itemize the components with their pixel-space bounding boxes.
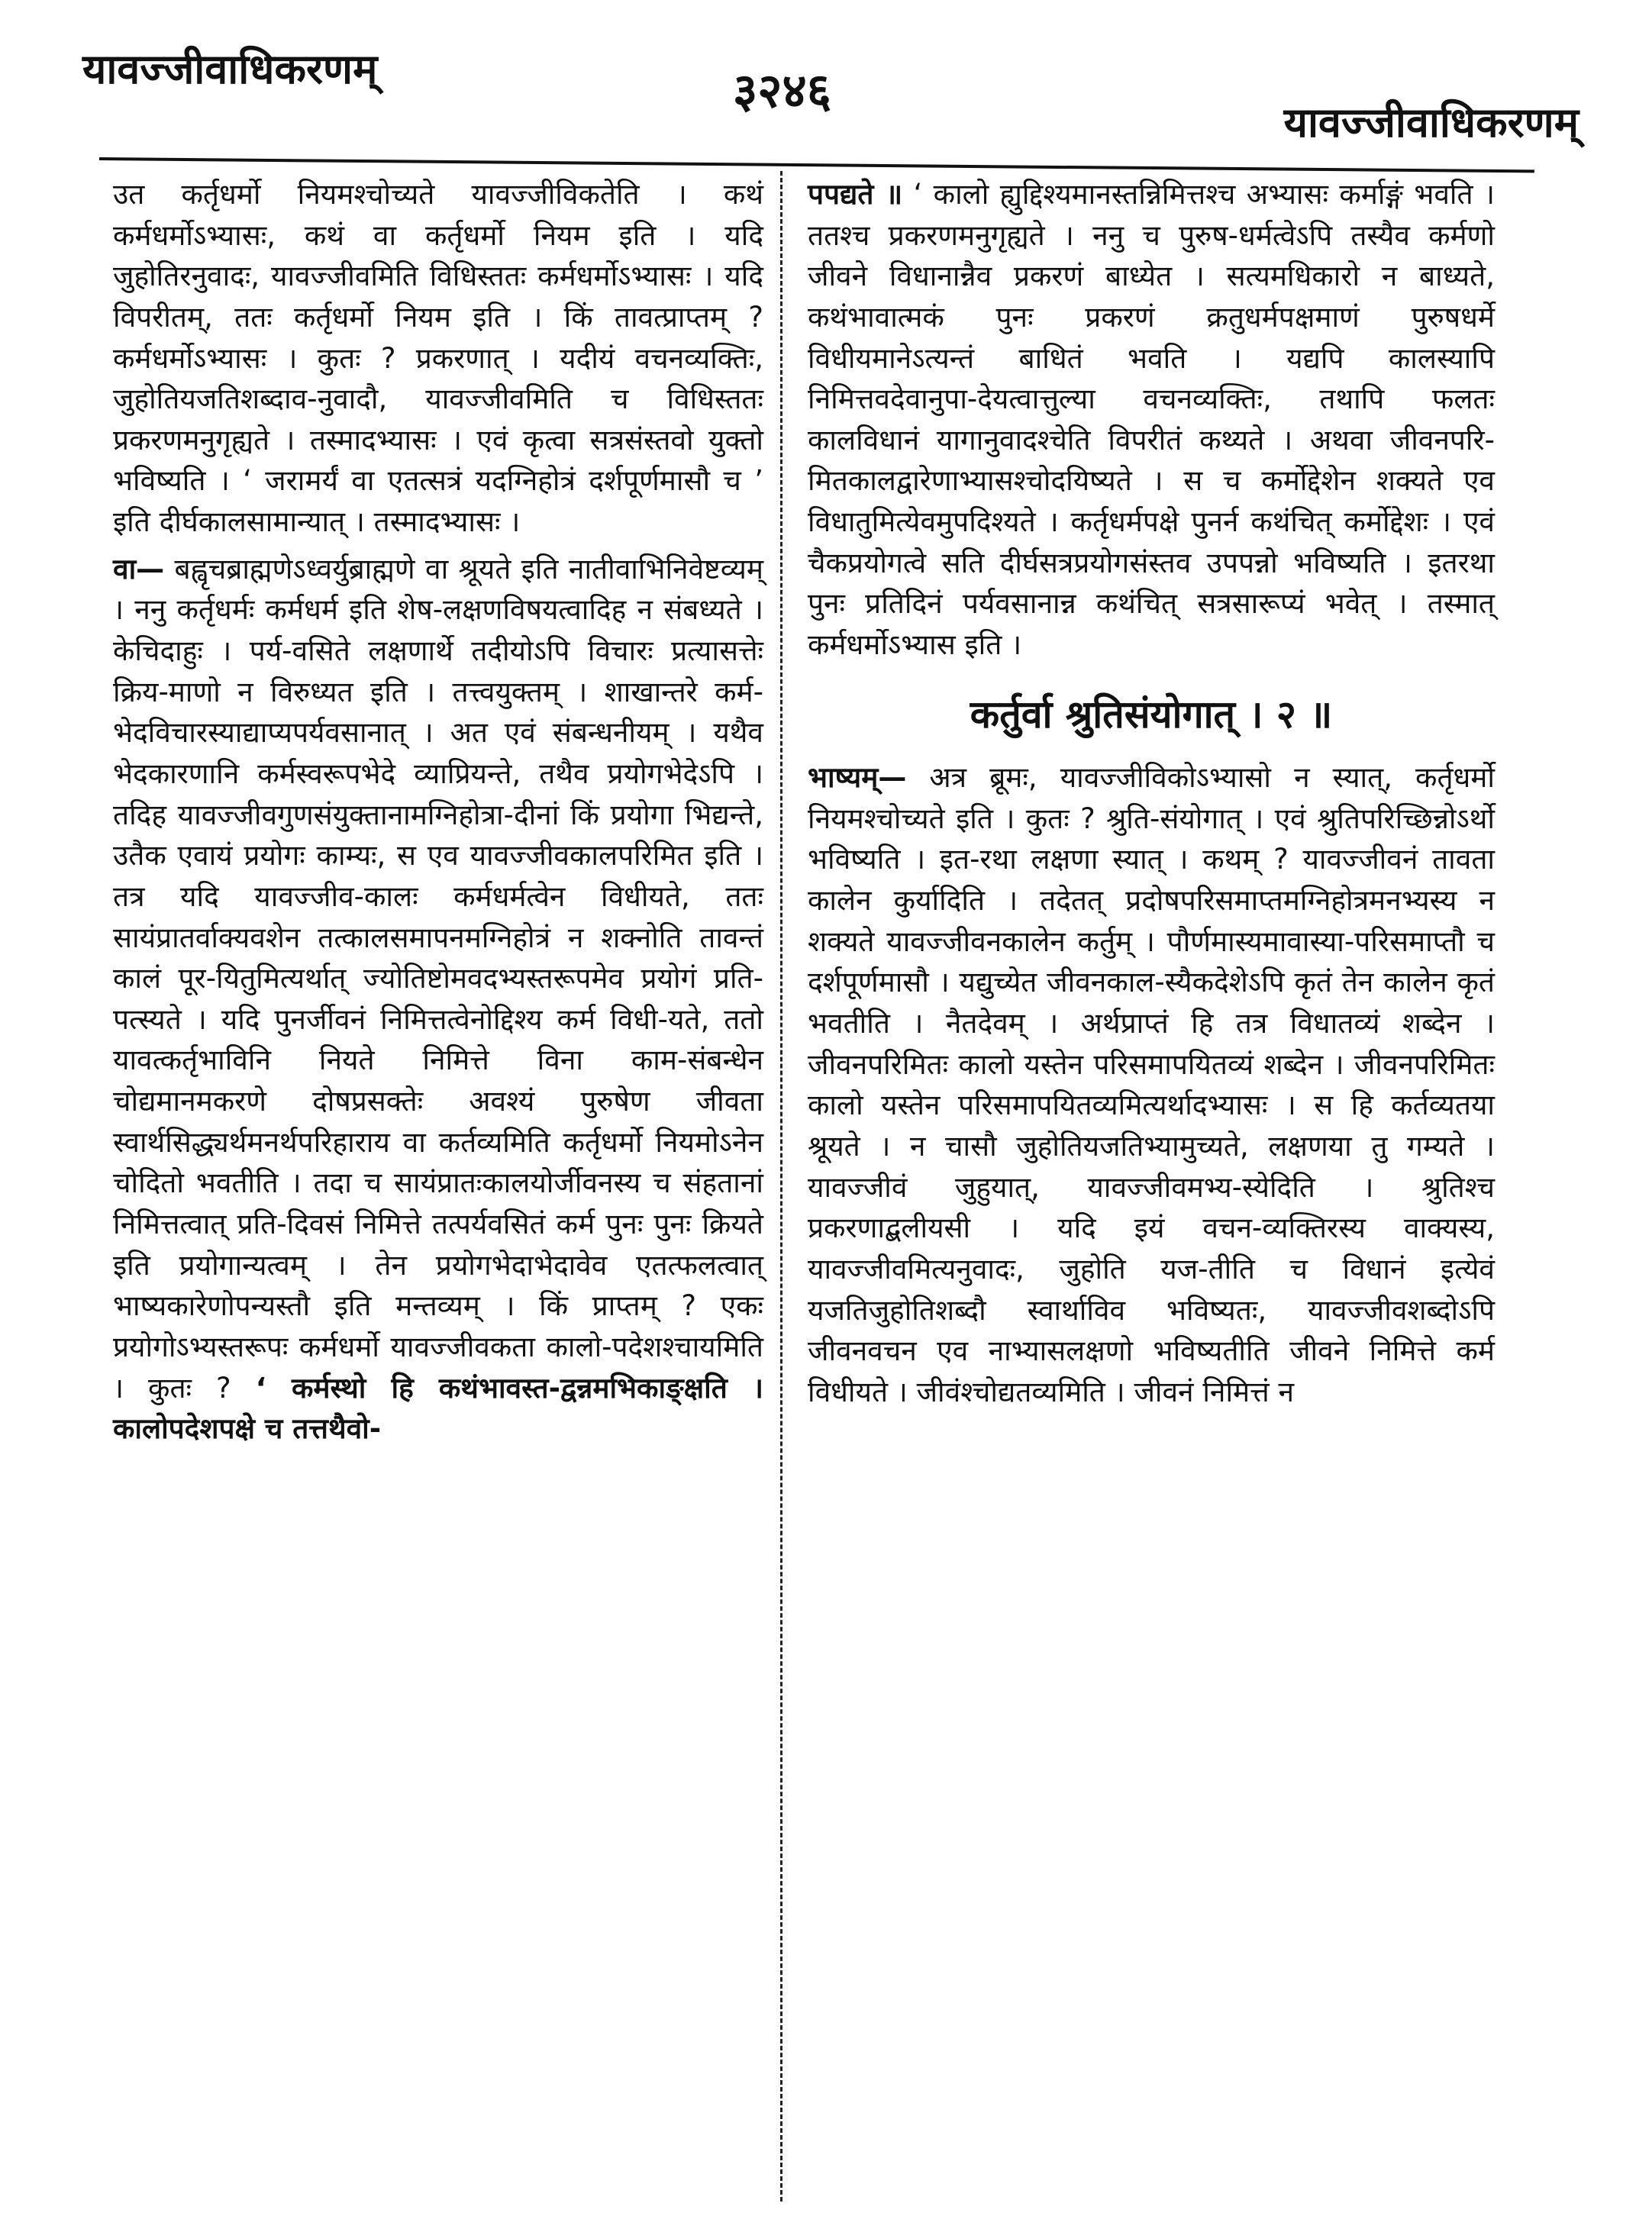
running-header-left: यावज्जीवाधिकरणम् bbox=[82, 45, 378, 93]
left-paragraph-2-quote: ‘ कर्मस्थो हि कथंभावस्त-द्वन्नमभिकाङ्क्षति । कालोपदेशपक्षे च तत्तथैवो- bbox=[113, 1371, 763, 1446]
right-paragraph-1-body: ‘ कालो ह्युद्दिश्यमानस्तन्निमित्तश्च अभ्यासः कर्माङ्गं भवति । ततश्च प्रकरणमनुगृह्यते । ननु च पुरुष-धर्मत्वेऽपि तस्यैव कर्मणो जीवने विधानान्नैव प्रकरणं बाध्येत । सत्यमधिकारो न बाध्यते, कथंभावात्मकं पुनः प्रकरणं क्रतुधर्मपक्षमाणं पुरुषधर्मे विधीयमानेऽत्यन्तं बाधितं भवति । यद्यपि कालस्यापि निमित्तवदेवानुपा-देयत्वात्तुल्या वचनव्यक्तिः, तथापि फलतः कालविधानं यागानुवादश्चेति विपरीतं कथ्यते । अथवा जीवनपरि-मितकालद्वारेणाभ्यासश्चोदयिष्यते । स च कर्मोद्देशेन शक्यते एव विधातुमित्येवमुपदिश्यते । कर्तृधर्मपक्षे पुनर्न कथंचित् कर्मोद्देशः । एवं चैकप्रयोगत्वे सति दीर्घसत्रप्रयोगसंस्तव उपपन्नो भविष्यति । इतरथा पुनः प्रतिदिनं पर्यवसानान्न कथंचित् सत्रसारूप्यं भवेत् । तस्मात् कर्मधर्मोऽभ्यास इति । bbox=[808, 178, 1496, 662]
left-paragraph-2 bbox=[113, 549, 763, 1450]
right-paragraph-1 bbox=[808, 174, 1495, 666]
va-lead: वा— bbox=[113, 552, 165, 585]
column-separator bbox=[780, 171, 782, 2201]
header-rule bbox=[99, 157, 1534, 173]
bhashya-lead: भाष्यम्— bbox=[808, 761, 907, 795]
bhashya-body: अत्र ब्रूमः, यावज्जीविकोऽभ्यासो न स्यात्, कर्तृधर्मो नियमश्चोच्यते इति । कुतः ? श्रुति-संयोगात् । एवं श्रुतिपरिच्छिन्नोऽर्थो भविष्यति । इत-रथा लक्षणा स्यात् । कथम् ? यावज्जीवनं तावता कालेन कुर्यादिति । तदेतत् प्रदोषपरिसमाप्तमग्निहोत्रमनभ्यस्य न शक्यते यावज्जीवनकालेन कर्तुम् । पौर्णमास्यमावास्या-परिसमाप्तौ च दर्शपूर्णमासौ । यद्युच्येत जीवनकाल-स्यैकदेशेऽपि कृतं तेन कालेन कृतं भवतीति । नैतदेवम् । अर्थप्राप्तं हि तत्र विधातव्यं शब्देन । जीवनपरिमितः कालो यस्तेन परिसमापयितव्यं शब्देन । जीवनपरिमितः कालो यस्तेन परिसमापयितव्यमित्यर्थादभ्यासः । स हि कर्तव्यतया श्रूयते । न चासौ जुहोतियजतिभ्यामुच्यते, लक्षणया तु गम्यते । यावज्जीवं जुहुयात्, यावज्जीवमभ्य-स्येदिति । श्रुतिश्च प्रकरणाद्बलीयसी । यदि इयं वचन-व्यक्तिरस्य वाक्यस्य, यावज्जीवमित्यनुवादः, जुहोति यज-तीति च विधानं इत्येवं यजतिजुहोतिशब्दौ स्वार्थाविव भविष्यतः, यावज्जीवशब्दोऽपि जीवनवचन एव नाभ्यासलक्षणो भविष्यतीति जीवने निमित्ते कर्म विधीयते । जीवंश्चोद्यतव्यमिति । जीवनं निमित्तं न bbox=[808, 761, 1495, 1408]
running-header-right: यावज्जीवाधिकरणम् bbox=[1283, 98, 1579, 147]
page-number: ३२४६ bbox=[733, 63, 831, 118]
sutra-heading: कर्तुर्वा श्रुतिसंयोगात् । २ ॥ bbox=[970, 692, 1333, 737]
left-column bbox=[113, 174, 763, 1456]
right-column bbox=[808, 174, 1495, 1418]
bhashya-paragraph bbox=[808, 757, 1495, 1412]
right-paragraph-1-lead: पपद्यते ॥ bbox=[808, 178, 903, 211]
left-paragraph-2-body: बह्वृचब्राह्मणेऽध्वर्युब्राह्मणे वा श्रूयते इति नातीवाभिनिवेष्टव्यम् । ननु कर्तृधर्मः कर्मधर्म इति शेष-लक्षणविषयत्वादिह न संबध्यते । केचिदाहुः । पर्य-वसिते लक्षणार्थे तदीयोऽपि विचारः प्रत्यासत्तेः क्रिय-माणो न विरुध्यत इति । तत्त्वयुक्तम् । शाखान्तरे कर्म-भेदविचारस्याद्याप्यपर्यवसानात् । अत एवं संबन्धनीयम् । यथैव भेदकारणानि कर्मस्वरूपभेदे व्याप्रियन्ते, तथैव प्रयोगभेदेऽपि । तदिह यावज्जीवगुणसंयुक्तानामग्निहोत्रा-दीनां किं प्रयोगा भिद्यन्ते, उतैक एवायं प्रयोगः काम्यः, स एव यावज्जीवकालपरिमित इति । तत्र यदि यावज्जीव-कालः कर्मधर्मत्वेन विधीयते, ततः सायंप्रातर्वाक्यवशेन तत्कालसमापनमग्निहोत्रं न शक्नोति तावन्तं कालं पूर-यितुमित्यर्थात् ज्योतिष्टोमवदभ्यस्तरूपमेव प्रयोगं प्रति-पत्स्यते । यदि पुनर्जीवनं निमित्तत्वेनोद्दिश्य कर्म विधी-यते, ततो यावत्कर्तृभाविनि नियते निमित्ते विना काम-संबन्धेन चोद्यमानमकरणे दोषप्रसक्तेः अवश्यं पुरुषेण जीवता स्वार्थसिद्ध्यर्थमनर्थपरिहाराय वा कर्तव्यमिति कर्तृधर्मो नियमोऽनेन चोदितो भवतीति । तदा च सायंप्रातःकालयोर्जीवनस्य च संहतानां निमित्तत्वात् प्रति-दिवसं निमित्ते तत्पर्यवसितं कर्म पुनः पुनः क्रियते इति प्रयोगान्यत्वम् । तेन प्रयोगभेदाभेदावेव एतत्फलत्वात् भाष्यकारेणोपन्यस्तौ इति मन्तव्यम् । किं प्राप्तम् ? एकः प्रयोगोऽभ्यस्तरूपः कर्मधर्मो यावज्जीवकता कालो-पदेशश्चायमिति । कुतः ? bbox=[113, 552, 763, 1405]
left-paragraph-1: उत कर्तृधर्मो नियमश्चोच्यते यावज्जीविकतेति । कथं कर्मधर्मोऽभ्यासः, कथं वा कर्तृधर्मो नियम इति । यदि जुहोतिरनुवादः, यावज्जीवमिति विधिस्ततः कर्मधर्मोऽभ्यासः । यदि विपरीतम्, ततः कर्तृधर्मो नियम इति । किं तावत्प्राप्तम् ? कर्मधर्मोऽभ्यासः । कुतः ? प्रकरणात् । यदीयं वचनव्यक्तिः, जुहोतियजतिशब्दाव-नुवादौ, यावज्जीवमिति च विधिस्ततः प्रकरणमनुगृह्यते । तस्मादभ्यासः । एवं कृत्वा सत्रसंस्तवो युक्तो भविष्यति । ‘ जरामर्यं वा एतत्सत्रं यदग्निहोत्रं दर्शपूर्णमासौ च ’ इति दीर्घकालसामान्यात् । तस्मादभ्यासः । bbox=[113, 178, 763, 539]
